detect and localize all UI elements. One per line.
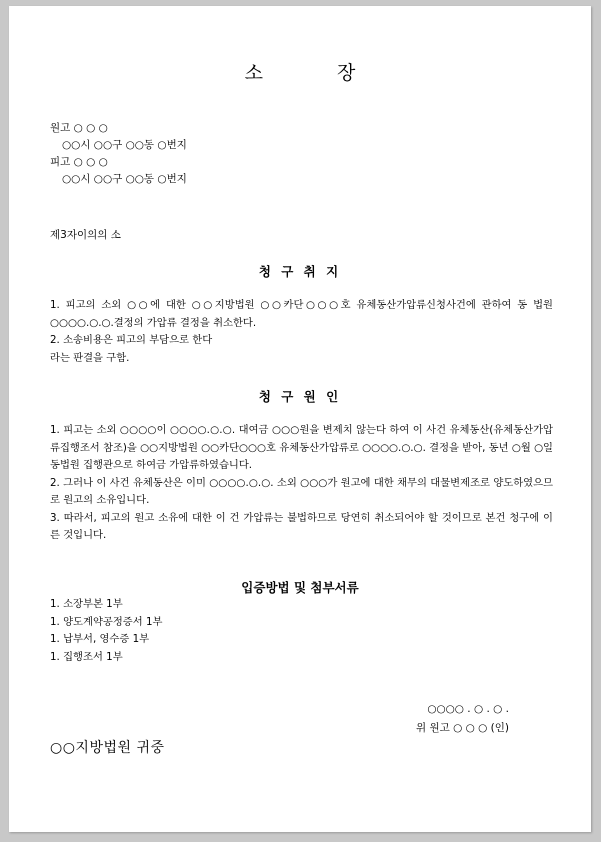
claim-cause-line: 1. 피고는 소외 ○○○○이 ○○○○.○.○. 대여금 ○○○원을 변제치 않는다 하여 이 사건 유체동산(유체동산가압류집행조서 참조)을 ○○지방법원 ○○카단○○○호 유체동산가압류로 ○○○○.○.○. 결정을 받아, 동년 ○월 ○일 동법원 집행관으로 하여금 가압류하였습니다.: [50, 424, 553, 471]
defendant-address: ○○시 ○○구 ○○동 ○번지: [62, 173, 187, 185]
claim-cause-body: [50, 422, 553, 545]
evidence-item: 1. 납부서, 영수증 1부: [50, 633, 150, 645]
defendant-label: 피고 ○ ○ ○: [50, 156, 108, 168]
document-title: 소 장: [244, 62, 390, 84]
claim-purpose-line: 라는 판결을 구함.: [50, 351, 130, 364]
claim-purpose-line: 1. 피고의 소외 ○○에 대한 ○○지방법원 ○○카단○○○호 유체동산가압류신청사건에 관하여 동 법원 ○○○○.○.○.결정의 가압류 결정을 취소한다.: [50, 299, 553, 329]
claim-cause-line: 2. 그러나 이 사건 유체동산은 이미 ○○○○.○.○. 소외 ○○○가 원고에 대한 채무의 대물변제조로 양도하였으므로 원고의 소유입니다.: [50, 476, 553, 506]
plaintiff-label: 원고 ○ ○ ○: [50, 122, 108, 134]
signature-signer: 위 원고 ○ ○ ○ (인): [416, 722, 509, 734]
case-name: 제3자이의의 소: [50, 229, 121, 241]
claim-purpose-line: 2. 소송비용은 피고의 부담으로 한다: [50, 334, 213, 346]
document-page: [9, 6, 591, 832]
evidence-item: 1. 집행조서 1부: [50, 650, 123, 663]
evidence-list: [50, 596, 162, 666]
claim-purpose-body: [50, 297, 553, 367]
claim-purpose-heading: 청 구 취 지: [258, 264, 342, 279]
claim-cause-line: 3. 따라서, 피고의 원고 소유에 대한 이 건 가압류는 불법하므로 당연히 취소되어야 할 것이므로 본건 청구에 이른 것입니다.: [50, 511, 553, 541]
evidence-item: 1. 소장부본 1부: [50, 598, 123, 610]
claim-cause-heading: 청 구 원 인: [258, 389, 342, 404]
evidence-heading: 입증방법 및 첨부서류: [241, 580, 359, 595]
evidence-item: 1. 양도계약공정증서 1부: [50, 615, 163, 628]
court-addressee: ○○지방법원 귀중: [50, 740, 165, 756]
parties-block: [50, 120, 187, 188]
signature-date: ○○○○ . ○ . ○ .: [427, 703, 509, 715]
plaintiff-address: ○○시 ○○구 ○○동 ○번지: [62, 139, 187, 151]
